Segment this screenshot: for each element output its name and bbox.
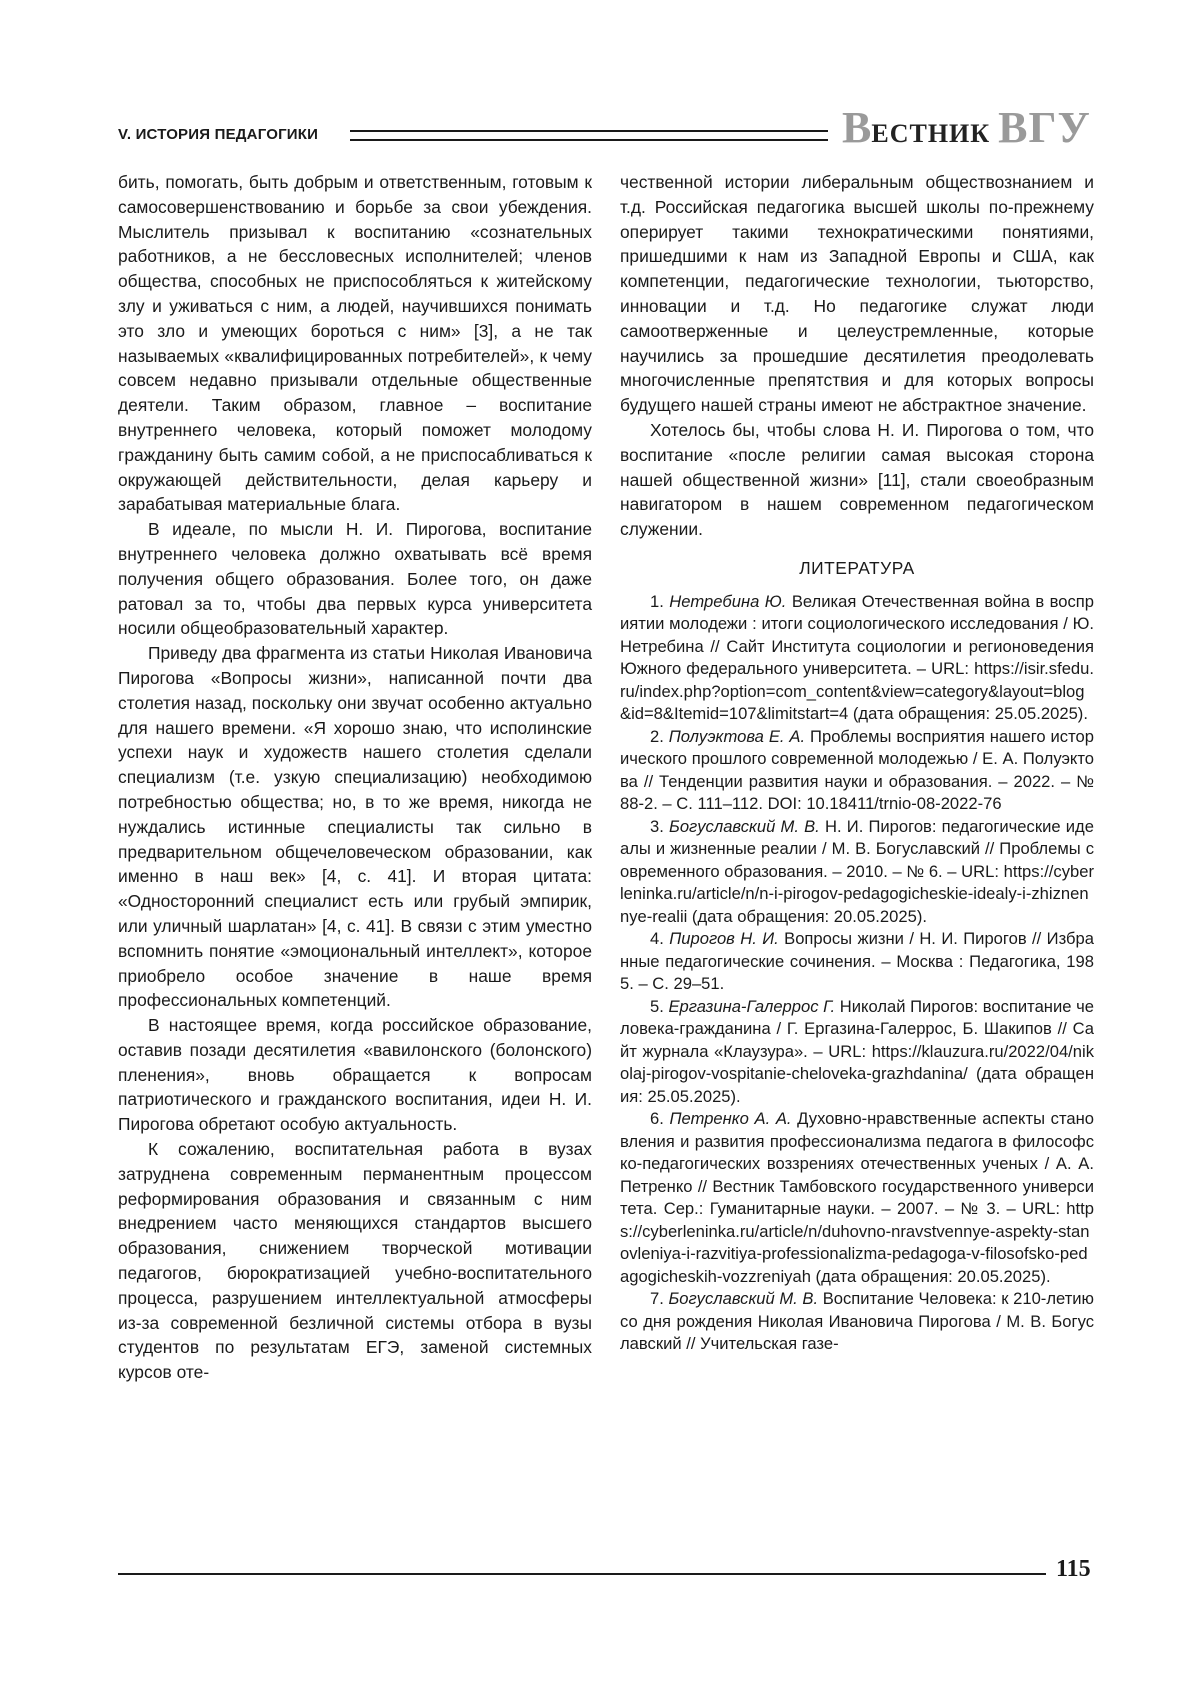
paragraph: чественной истории либеральным обществознанием и т.д. Российская педагогика высшей школы по-прежнему оперирует такими технократическими понятиями, пришедшими к нам из Западной Европы и США, как компетенции, педагогические технологии, тьюторство, инновации и т.д. Но педагогике служат люди самоотверженные и целеустремленные, которые научились за прошедшие десятилетия преодолевать многочисленные препятствия и для которых вопросы будущего нашей страны имеют не абстрактное значение. xyxy=(620,172,1094,416)
left-column xyxy=(118,170,592,1385)
reference-item: 2. Полуэктова Е. А. Проблемы восприятия нашего исторического прошлого современной молодежью / Е. А. Полуэктова // Тенденции развития науки и образования. – 2022. – № 88-2. – С. 111–112. DOI: 10.18411/trnio-08-2022-76 xyxy=(620,726,1094,814)
reference-list xyxy=(620,591,1094,1356)
reference-author: Нетребина Ю. xyxy=(669,591,787,611)
paragraph: Хотелось бы, чтобы слова Н. И. Пирогова о том, что воспитание «после религии самая высокая сторона нашей общественной жизни» [11], стали своеобразным навигатором в нашем современном педагогическом служении. xyxy=(620,419,1094,540)
reference-author: Богуславский М. В. xyxy=(668,1289,819,1309)
paragraph: В настоящее время, когда российское образование, оставив позади десятилетия «вавилонского (болонского) пленения», вновь обращается к вопросам патриотического и гражданского воспитания, идеи Н. И. Пирогова обретают особую актуальность. xyxy=(118,1015,592,1135)
paragraph: Приведу два фрагмента из статьи Николая Ивановича Пирогова «Вопросы жизни», написанной почти два столетия назад, поскольку они звучат особенно актуально для нашего времени. «Я хорошо знаю, что исполинские успехи наук и художеств нашего столетия сделали специализм (т.е. узкую специализацию) необходимою потребностью общества; но, в то же время, никогда не нуждались истинные специалисты так сильно в предварительном общечеловеческом образовании, как именно в наш век» [4, с. 41]. И вторая цитата: «Односторонний специалист есть или грубый эмпирик, или уличный шарлатан» [4, с. 41]. В связи с этим уместно вспомнить понятие «эмоциональный интеллект», которое приобрело особое значение в наше время профессиональных компетенций. xyxy=(118,643,592,1011)
reference-item: 5. Ергазина-Галеррос Г. Николай Пирогов: воспитание человека-гражданина / Г. Ергазина-Галеррос, Б. Шакипов // Сайт журнала «Клаузура». – URL: https://klauzura.ru/2022/04/nikolaj-pirogov-vospitanie-cheloveka-grazhdanina/ (дата обращения: 25.05.2025). xyxy=(620,996,1094,1106)
page-number: 115 xyxy=(1056,1556,1091,1582)
reference-item: 3. Богуславский М. В. Н. И. Пирогов: педагогические идеалы и жизненные реалии / М. В. Богуславский // Проблемы современного образования. – 2010. – № 6. – URL: https://cyberleninka.ru/article/n/n-i-pirogov-pedagogicheskie-idealy-i-zhiznennye-realii (дата обращения: 20.05.2025). xyxy=(620,816,1094,926)
reference-author: Ергазина-Галеррос Г. xyxy=(668,996,836,1016)
reference-author: Полуэктова Е. А. xyxy=(668,726,806,746)
paragraph: К сожалению, воспитательная работа в вузах затруднена современным перманентным процессом реформирования образования и связанным с ним внедрением часто меняющихся стандартов высшего образования, снижением творческой мотивации педагогов, бюрократизацией учебно-воспитательного процесса, разрушением интеллектуальной атмосферы из-за современной безличной системы отбора в вузы студентов по результатам ЕГЭ, заменой системных курсов оте- xyxy=(118,1139,592,1383)
paragraph: В идеале, по мысли Н. И. Пирогова, воспитание внутреннего человека должно охватывать всё время получения общего образования. Более того, он даже ратовал за то, чтобы два первых курса университета носили общеобразовательный характер. xyxy=(118,519,592,639)
literature-heading: ЛИТЕРАТУРА xyxy=(799,557,915,578)
reference-author: Пирогов Н. И. xyxy=(669,929,779,949)
reference-item: 7. Богуславский М. В. Воспитание Человека: к 210-летию со дня рождения Николая Ивановича Пирогова / М. В. Богуславский // Учительская газе- xyxy=(620,1289,1095,1354)
journal-logo xyxy=(842,103,1091,152)
reference-author: Петренко А. А. xyxy=(669,1109,792,1129)
running-header xyxy=(118,103,1094,152)
logo-initial: В xyxy=(842,103,872,152)
reference-item: 6. Петренко А. А. Духовно-нравственные аспекты становления и развития профессионализма педагога в философско-педагогических воззрениях отечественных ученых / А. А. Петренко // Вестник Тамбовского государственного университета. Сер.: Гуманитарные науки. – 2007. – № 3. – URL: https://cyberleninka.ru/article/n/duhovno-nravstvennye-aspekty-stanovleniya-i-razvitiya-professionalizma-pedagoga-v-filosofsko-pedagogicheskih-vozzreniyah (дата обращения: 20.05.2025). xyxy=(620,1109,1094,1286)
reference-author: Богуславский М. В. xyxy=(669,816,820,836)
paragraph: бить, помогать, быть добрым и ответственным, готовым к самосовершенствованию и борьбе за свои убеждения. Мыслитель призывал к воспитанию «сознательных работников, а не бессловесных исполнителей; членов общества, способных не приспособляться к житейскому злу и уживаться с ним, а людей, научившихся понимать это зло и умеющих бороться с ним» [3], а не так называемых «квалифицированных потребителей», к чему совсем недавно призывали отдельные общественные деятели. Таким образом, главное – воспитание внутреннего человека, который поможет молодому гражданину быть самим собой, а не приспосабливаться к окружающей действительности, делая карьеру и зарабатывая материальные блага. xyxy=(118,172,592,515)
footer-rule xyxy=(118,1573,1046,1575)
section-title: V. ИСТОРИЯ ПЕДАГОГИКИ xyxy=(118,126,319,143)
logo-rest: ЕСТНИК xyxy=(871,119,991,148)
logo-vgu: ВГУ xyxy=(998,103,1091,152)
right-column xyxy=(620,170,1094,1356)
reference-item: 4. Пирогов Н. И. Вопросы жизни / Н. И. Пирогов // Избранные педагогические сочинения. – Москва : Педагогика, 1985. – С. 29–51. xyxy=(620,929,1094,994)
header-double-rule xyxy=(350,130,828,141)
reference-item: 1. Нетребина Ю. Великая Отечественная война в восприятии молодежи : итоги социологического исследования / Ю. Нетребина // Сайт Института социологии и регионоведения Южного федерального университета. – URL: https://isir.sfedu.ru/index.php?option=com_content&view=category&layout=blog&id=8&Itemid=107&limitstart=4 (дата обращения: 25.05.2025). xyxy=(620,591,1094,724)
